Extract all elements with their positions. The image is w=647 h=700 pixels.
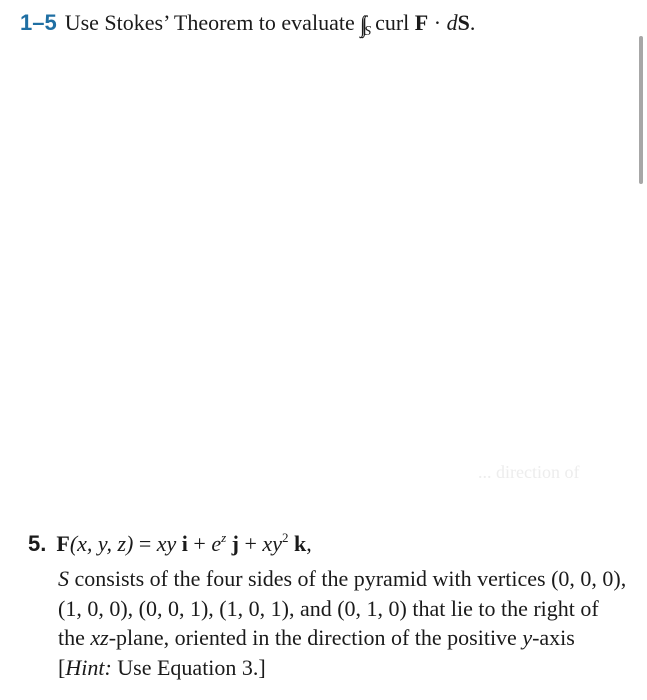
field-F: F: [56, 531, 70, 556]
hint-text: Use Equation 3.]: [111, 654, 266, 680]
term-xy: xy: [156, 531, 177, 556]
unit-j: j: [231, 531, 239, 556]
hint-label: Hint:: [65, 654, 112, 680]
surface-S: S: [58, 566, 69, 591]
exponent-2: 2: [281, 530, 289, 545]
equals-sign: =: [138, 531, 152, 556]
dot-operator: ·: [433, 10, 442, 35]
scrollbar-thumb[interactable]: [639, 36, 643, 184]
problem-5: [28, 528, 628, 682]
instruction-text: Use Stokes’ Theorem to evaluate: [64, 10, 355, 35]
term-y: y: [272, 531, 282, 556]
vector-F: F: [414, 10, 429, 35]
comma: ,: [306, 531, 312, 556]
desc-y: y: [522, 625, 533, 650]
desc-text-1: consists of the four sides of the pyramid with vertices (0, 0, 0), (1, 0, 0), (0, 0, 1), (1, 0, 1), and (0, 1, 0) that lie to the right of the: [58, 566, 627, 650]
field-arguments: (x, y, z): [69, 531, 134, 556]
unit-i: i: [181, 531, 188, 556]
desc-xz: xz: [90, 625, 109, 650]
curl-word: curl: [375, 10, 410, 35]
desc-text-3: -axis [: [58, 625, 575, 680]
surface-description: [58, 564, 628, 682]
faint-background-text: ... direction of: [478, 462, 580, 482]
plus-sign: +: [193, 531, 206, 556]
integral-subscript: S: [364, 24, 372, 39]
exercise-range: 1–5: [20, 10, 57, 35]
vector-S: S: [457, 10, 470, 35]
exponent-z: z: [221, 530, 227, 545]
vector-field-definition: [28, 528, 628, 560]
exercise-instruction: [20, 8, 475, 47]
period: .: [469, 10, 476, 35]
differential-d: d: [446, 10, 458, 35]
problem-number: 5.: [28, 531, 47, 556]
desc-text-2: -plane, oriented in the direction of the positive: [108, 625, 523, 650]
term-x: x: [262, 531, 273, 556]
plus-sign: +: [244, 531, 257, 556]
double-integral-symbol: ∫∫: [360, 11, 365, 37]
unit-k: k: [293, 531, 307, 556]
term-e: e: [211, 531, 222, 556]
